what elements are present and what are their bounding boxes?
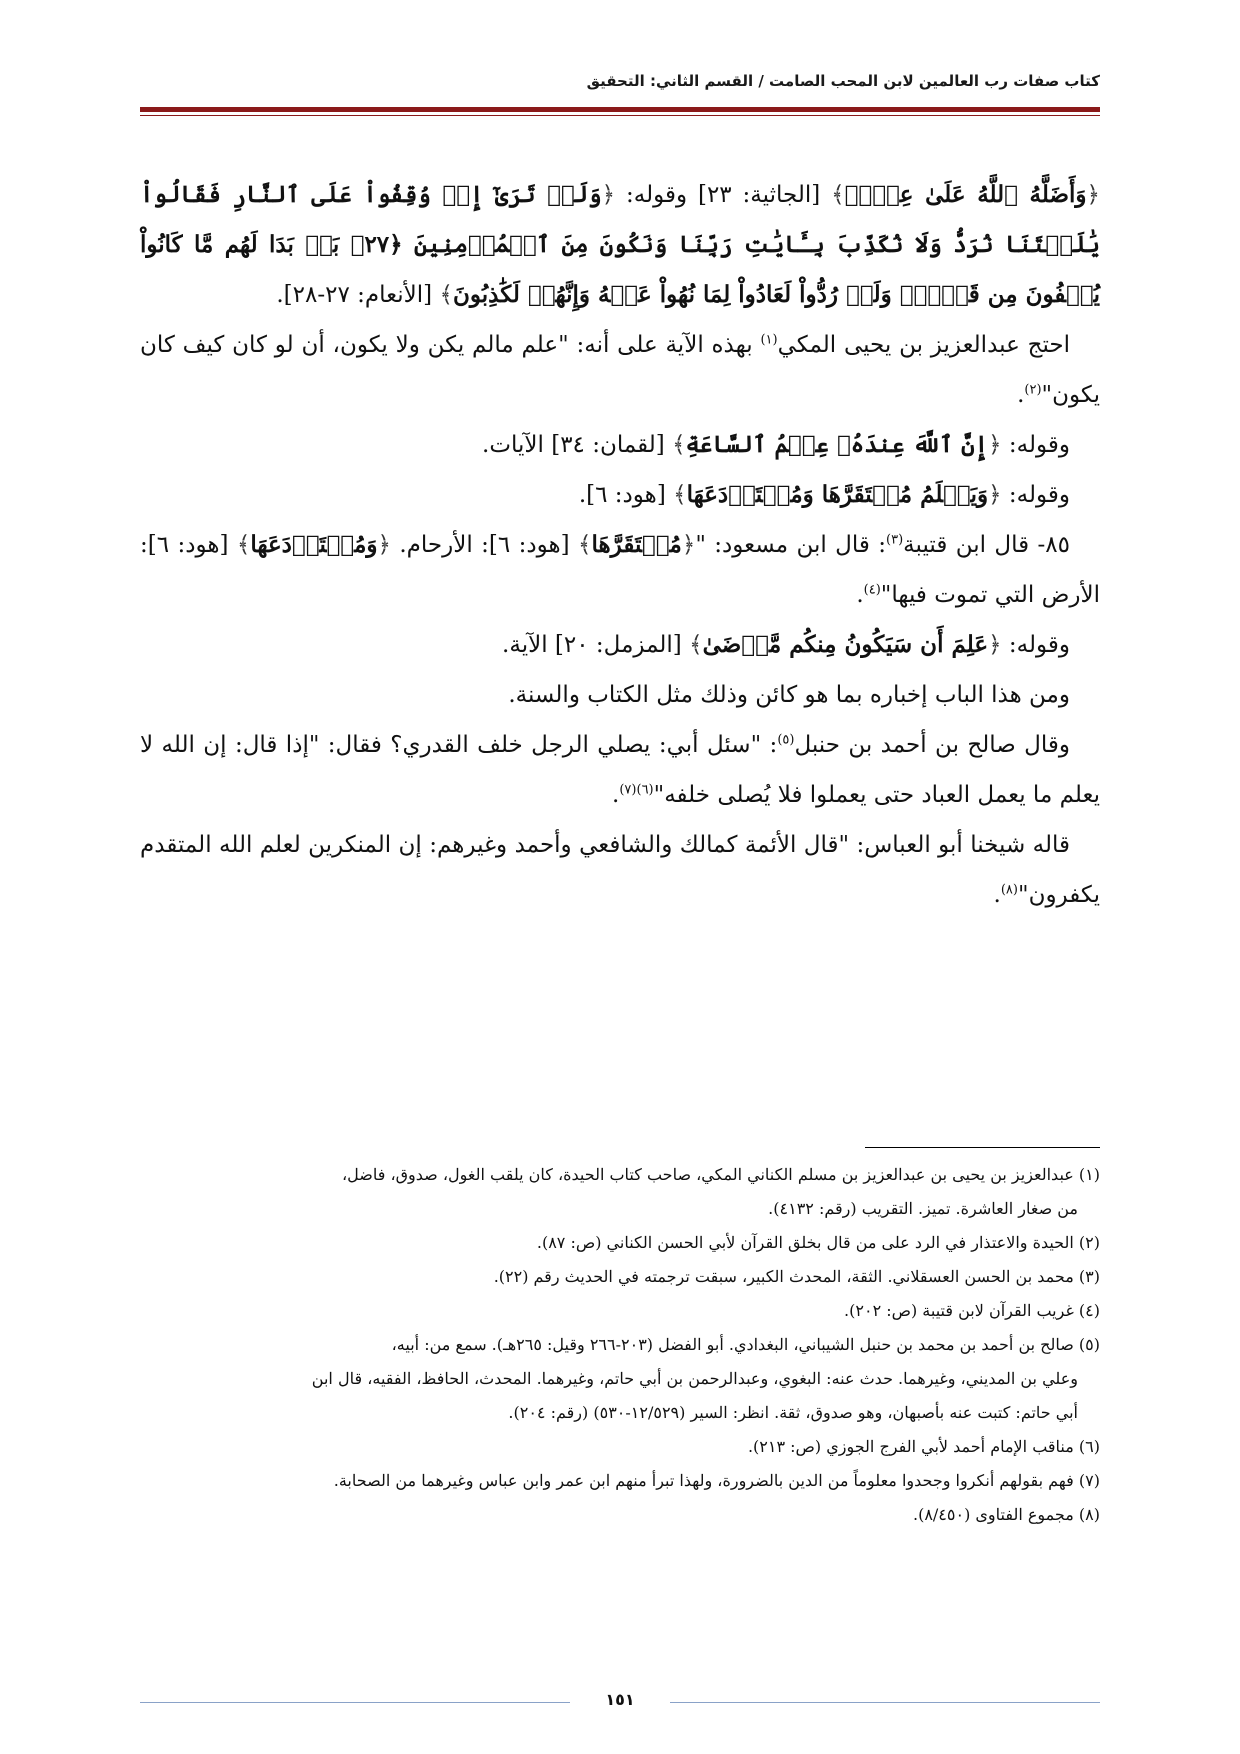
paragraph-6 <box>140 620 1100 670</box>
footer-line-left <box>140 1702 570 1703</box>
text: وقال صالح بن أحمد بن حنبل <box>794 732 1070 758</box>
ornate-bracket-close: ﴾ <box>831 182 845 208</box>
quran-verse: إِنَّ ٱللَّهَ عِندَهُۥ عِلۡمُ ٱلسَّاعَةِ <box>685 431 989 458</box>
text: [هود: ٦]: الأرحام. <box>390 532 579 558</box>
header-rule-thick <box>140 107 1100 112</box>
quran-word: مُسۡتَقَرَّهَا <box>591 531 682 558</box>
header-title: كتاب صفات رب العالمين لابن المحب الصامت / القسم الثاني: التحقيق <box>586 72 1100 90</box>
footnotes <box>140 1158 1100 1532</box>
text: . <box>1017 382 1025 408</box>
header-rule-thin <box>140 115 1100 116</box>
paragraph-4 <box>140 470 1100 520</box>
text: ٨٥- قال ابن قتيبة <box>903 532 1070 558</box>
quran-verse: وَلَوۡ تَرَىٰٓ إِذۡ وُقِفُواْ عَلَى ٱلنَّارِ فَقَالُواْ يَٰلَيۡتَنَا نُرَدُّ وَلَا نُكَذِّبَ بِـَٔايَٰتِ رَبِّنَا وَنَكُونَ مِنَ ٱلۡمُؤۡمِنِينَ ﴿٢٧﴾ بَلۡ بَدَا لَهُم مَّا كَانُواْ يُخۡفُونَ مِن قَبۡلُۖ وَلَوۡ رُدُّواْ لَعَادُواْ لِمَا نُهُواْ عَنۡهُ وَإِنَّهُمۡ لَكَٰذِبُونَ <box>140 181 1100 308</box>
ornate-bracket-close: ﴾ <box>689 632 703 658</box>
footnote-ref[interactable]: (٥) <box>777 732 795 748</box>
text: : "سئل أبي: يصلي الرجل خلف القدري؟ فقال: "إذا قال: إن الله لا يعلم ما يعمل العباد حتى يعملوا فلا يُصلى خلفه" <box>140 732 1100 808</box>
text: قاله شيخنا أبو العباس: "قال الأئمة كمالك والشافعي وأحمد وغيرهم: إن المنكرين لعلم الله المتقدم يكفرون" <box>140 832 1100 908</box>
text: وقوله: <box>1008 482 1070 508</box>
paragraph-5 <box>140 520 1100 620</box>
text: : قال ابن مسعود: " <box>695 532 887 558</box>
footnote-ref[interactable]: (٣) <box>886 532 904 548</box>
footnote-separator <box>865 1147 1100 1148</box>
paragraph-1 <box>140 170 1100 320</box>
ornate-bracket-close: ﴾ <box>236 532 251 558</box>
quran-word: وَمُسۡتَوۡدَعَهَا <box>250 531 378 558</box>
ornate-bracket-open: ﴿ <box>1086 182 1100 208</box>
text: وقوله: <box>1008 632 1070 658</box>
footnote-5-continuation: وعلي بن المديني، وغيرهما. حدث عنه: البغوي، وعبدالرحمن بن أبي حاتم، وغيرهما. المحدث، الحافظ، الفقيه، قال ابن <box>311 1369 1078 1388</box>
ornate-bracket-close: ﴾ <box>672 432 686 458</box>
footnote-ref[interactable]: (٤) <box>863 582 881 598</box>
reference-text: [لقمان: ٣٤] الآيات. <box>482 432 665 458</box>
footnote-4: (٤) غريب القرآن لابن قتيبة (ص: ٢٠٢). <box>844 1301 1100 1320</box>
footnote-3: (٣) محمد بن الحسن العسقلاني. الثقة، المحدث الكبير، سبقت ترجمته في الحديث رقم (٢٢). <box>493 1267 1100 1286</box>
main-text <box>140 170 1100 920</box>
footnote-ref[interactable]: (٨) <box>1000 882 1018 898</box>
ornate-bracket-open: ﴿ <box>377 532 391 558</box>
ornate-bracket-open: ﴿ <box>601 182 616 208</box>
ornate-bracket-close: ﴾ <box>439 282 453 308</box>
footnote-5: (٥) صالح بن أحمد بن محمد بن حنبل الشيباني، البغدادي. أبو الفضل (٢٠٣-٢٦٦ وقيل: ٢٦٥هـ). سمع من: أبيه، <box>391 1335 1100 1354</box>
text: وقوله: <box>1008 432 1070 458</box>
page-footer <box>140 1690 1100 1714</box>
quran-verse: وَأَضَلَّهُ ٱللَّهُ عَلَىٰ عِلۡمٖ <box>844 181 1087 208</box>
reference-text: [الأنعام: ٢٧-٢٨]. <box>276 282 433 308</box>
ornate-bracket-open: ﴿ <box>988 632 1002 658</box>
paragraph-9 <box>140 820 1100 920</box>
paragraph-2 <box>140 320 1100 420</box>
text: [هود: ٦]: الأرض التي تموت فيها" <box>140 532 1100 608</box>
footnote-ref[interactable]: (٢) <box>1024 382 1042 398</box>
reference-text: [المزمل: ٢٠] الآية. <box>502 632 682 658</box>
footnote-ref[interactable]: (١) <box>760 332 778 348</box>
paragraph-3 <box>140 420 1100 470</box>
text: احتج عبدالعزيز بن يحيى المكي <box>777 332 1070 358</box>
text: بهذه الآية على أنه: "علم مالم يكن ولا يكون، أن لو كان كيف كان يكون" <box>140 332 1100 408</box>
footnote-ref[interactable]: (٦)(٧) <box>619 782 654 798</box>
ornate-bracket-open: ﴿ <box>988 482 1002 508</box>
paragraph-7: ومن هذا الباب إخباره بما هو كائن وذلك مثل الكتاب والسنة. <box>508 682 1070 708</box>
ornate-bracket-open: ﴿ <box>988 432 1002 458</box>
ornate-bracket-close: ﴾ <box>578 532 592 558</box>
footnote-8: (٨) مجموع الفتاوى (٨/٤٥٠). <box>912 1505 1100 1524</box>
footnote-1-continuation: من صغار العاشرة. تميز. التقريب (رقم: ٤١٣٢). <box>768 1199 1078 1218</box>
footnote-2: (٢) الحيدة والاعتذار في الرد على من قال بخلق القرآن لأبي الحسن الكناني (ص: ٨٧). <box>536 1233 1100 1252</box>
ornate-bracket-close: ﴾ <box>673 482 687 508</box>
text: . <box>612 782 620 808</box>
page-number: ١٥١ <box>605 1690 635 1709</box>
footnote-1: (١) عبدالعزيز بن يحيى بن عبدالعزيز بن مسلم الكناني المكي، صاحب كتاب الحيدة، كان يلقب الغول، صدوق، فاضل، <box>341 1165 1100 1184</box>
footnote-6: (٦) مناقب الإمام أحمد لأبي الفرج الجوزي (ص: ٢١٣). <box>747 1437 1100 1456</box>
ornate-bracket-open: ﴿ <box>681 532 696 558</box>
text: . <box>856 582 864 608</box>
footnote-7: (٧) فهم بقولهم أنكروا وجحدوا معلوماً من الدين بالضرورة، ولهذا تبرأ منهم ابن عمر وابن عباس وغيرهما من الصحابة. <box>333 1471 1100 1490</box>
quran-verse: وَيَعۡلَمُ مُسۡتَقَرَّهَا وَمُسۡتَوۡدَعَهَا <box>686 481 989 508</box>
reference-text: [هود: ٦]. <box>578 482 666 508</box>
text: . <box>993 882 1001 908</box>
reference-text: [الجاثية: ٢٣] وقوله: <box>626 182 821 208</box>
paragraph-8 <box>140 720 1100 820</box>
quran-verse: عَلِمَ أَن سَيَكُونُ مِنكُم مَّرۡضَىٰ <box>702 631 989 658</box>
footnote-5-continuation: أبي حاتم: كتبت عنه بأصبهان، وهو صدوق، ثقة. انظر: السير (١٢/٥٢٩-٥٣٠) (رقم: ٢٠٤). <box>508 1403 1078 1422</box>
